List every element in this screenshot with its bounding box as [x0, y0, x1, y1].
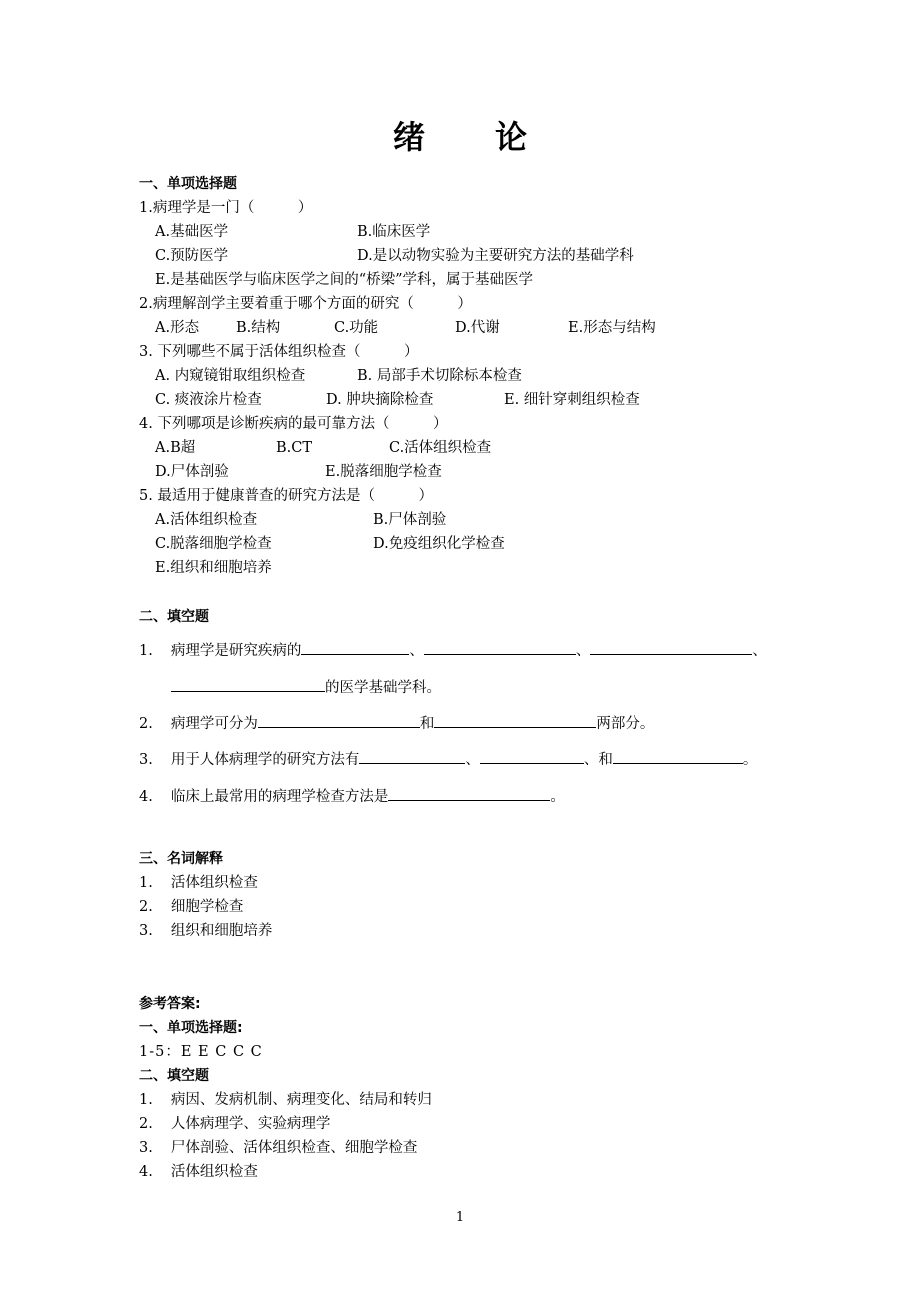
term-number: 3. [139, 923, 153, 939]
answers-mc-heading: 一、单项选择题: [139, 1020, 243, 1036]
fill-3-blank-2 [480, 748, 584, 764]
q5-option-d: D.免疫组织化学检查 [373, 536, 505, 552]
fill-1-number: 1. [139, 643, 153, 659]
fill-3 [139, 748, 757, 769]
fill-4 [139, 785, 565, 806]
q3-option-e: E. 细针穿刺组织检查 [504, 392, 640, 408]
q1-option-c: C.预防医学 [155, 248, 229, 264]
q5-option-c: C.脱落细胞学检查 [155, 536, 272, 552]
q3-stem: 3. 下列哪些不属于活体组织检查（ ） [139, 344, 419, 360]
answer-item [139, 1115, 330, 1133]
fill-3-tail: 。 [742, 752, 758, 768]
answer-number: 3. [139, 1140, 153, 1156]
fill-1-blank-1 [301, 639, 409, 655]
fill-1-line-1 [139, 639, 767, 660]
term-text: 组织和细胞培养 [170, 923, 273, 939]
answers-fill-heading: 二、填空题 [139, 1068, 209, 1084]
q2-option-b: B.结构 [236, 320, 281, 336]
q1-stem: 1.病理学是一门（ ） [139, 200, 313, 216]
fill-4-text: 临床上最常用的病理学检查方法是 [170, 789, 389, 805]
fill-3-number: 3. [139, 752, 153, 768]
term-text: 细胞学检查 [170, 899, 244, 915]
fill-1-blank-4 [171, 676, 325, 692]
q1-option-e: E.是基础医学与临床医学之间的“桥梁”学科，属于基础医学 [155, 272, 534, 288]
q5-stem: 5. 最适用于健康普查的研究方法是（ ） [139, 488, 433, 504]
fill-3-separator-1: 、 [465, 752, 480, 768]
answer-text: 尸体剖验、活体组织检查、细胞学检查 [170, 1140, 418, 1156]
fill-2-blank-1 [258, 712, 420, 728]
fill-4-tail: 。 [550, 789, 565, 805]
term-item [139, 898, 243, 916]
q5-option-e: E.组织和细胞培养 [155, 560, 272, 576]
q2-option-d: D.代谢 [455, 320, 500, 336]
q2-option-c: C.功能 [334, 320, 379, 336]
q5-option-b: B.尸体剖验 [373, 512, 447, 528]
q4-stem: 4. 下列哪项是诊断疾病的最可靠方法（ ） [139, 416, 448, 432]
q4-option-e: E.脱落细胞学检查 [325, 464, 442, 480]
fill-2 [139, 712, 654, 733]
answer-item [139, 1139, 417, 1157]
answer-text: 活体组织检查 [170, 1164, 258, 1180]
q3-option-a: A. 内窥镜钳取组织检查 [155, 368, 306, 384]
answer-item [139, 1091, 432, 1109]
term-number: 1. [139, 875, 153, 891]
page-number: 1 [455, 1210, 465, 1225]
answer-number: 1. [139, 1092, 153, 1108]
section-heading-mc: 一、单项选择题 [139, 176, 237, 192]
q1-option-b: B.临床医学 [357, 224, 431, 240]
fill-3-blank-1 [359, 748, 465, 764]
term-number: 2. [139, 899, 153, 915]
answer-item [139, 1163, 258, 1181]
page-title [0, 117, 920, 157]
q3-option-c: C. 痰液涂片检查 [155, 392, 262, 408]
section-heading-terms: 三、名词解释 [139, 851, 223, 867]
q2-option-e: E.形态与结构 [568, 320, 656, 336]
fill-3-separator-2: 、和 [583, 752, 613, 768]
fill-1-text: 病理学是研究疾病的 [170, 643, 302, 659]
term-item [139, 874, 258, 892]
q4-option-a: A.B超 [155, 440, 196, 456]
q3-option-b: B. 局部手术切除标本检查 [357, 368, 522, 384]
q1-option-d: D.是以动物实验为主要研究方法的基础学科 [357, 248, 634, 264]
term-text: 活体组织检查 [170, 875, 258, 891]
q5-option-a: A.活体组织检查 [155, 512, 258, 528]
fill-3-blank-3 [613, 748, 743, 764]
section-heading-fill: 二、填空题 [139, 609, 209, 625]
q2-stem: 2.病理解剖学主要着重于哪个方面的研究（ ） [139, 296, 472, 312]
answer-text: 病因、发病机制、病理变化、结局和转归 [170, 1092, 432, 1108]
q3-option-d: D. 肿块摘除检查 [326, 392, 434, 408]
q4-option-d: D.尸体剖验 [155, 464, 229, 480]
answers-heading: 参考答案: [139, 996, 201, 1012]
fill-1-blank-2 [424, 639, 576, 655]
fill-4-blank-1 [388, 785, 550, 801]
fill-2-tail: 两部分。 [596, 716, 655, 732]
term-item [139, 922, 272, 940]
fill-1-line-2 [171, 676, 441, 697]
fill-1-tail: 的医学基础学科。 [325, 680, 441, 696]
fill-4-number: 4. [139, 789, 153, 805]
answer-text: 人体病理学、实验病理学 [170, 1116, 331, 1132]
fill-1-separator-2: 、 [575, 643, 591, 659]
fill-1-separator-3: 、 [752, 643, 767, 659]
fill-2-text: 病理学可分为 [170, 716, 258, 732]
answer-number: 2. [139, 1116, 153, 1132]
fill-2-number: 2. [139, 716, 153, 732]
fill-2-blank-2 [434, 712, 596, 728]
fill-3-text: 用于人体病理学的研究方法有 [170, 752, 360, 768]
fill-2-connector: 和 [419, 716, 435, 732]
answers-mc-line: 1-5：E E C C C [139, 1044, 263, 1060]
q2-option-a: A.形态 [155, 320, 200, 336]
fill-1-blank-3 [590, 639, 752, 655]
fill-1-separator-1: 、 [409, 643, 424, 659]
q1-option-a: A.基础医学 [155, 224, 229, 240]
title-char-1: 绪 [392, 118, 425, 156]
q4-option-c: C.活体组织检查 [389, 440, 492, 456]
answer-number: 4. [139, 1164, 153, 1180]
title-char-2: 论 [495, 118, 528, 156]
q4-option-b: B.CT [276, 440, 313, 456]
